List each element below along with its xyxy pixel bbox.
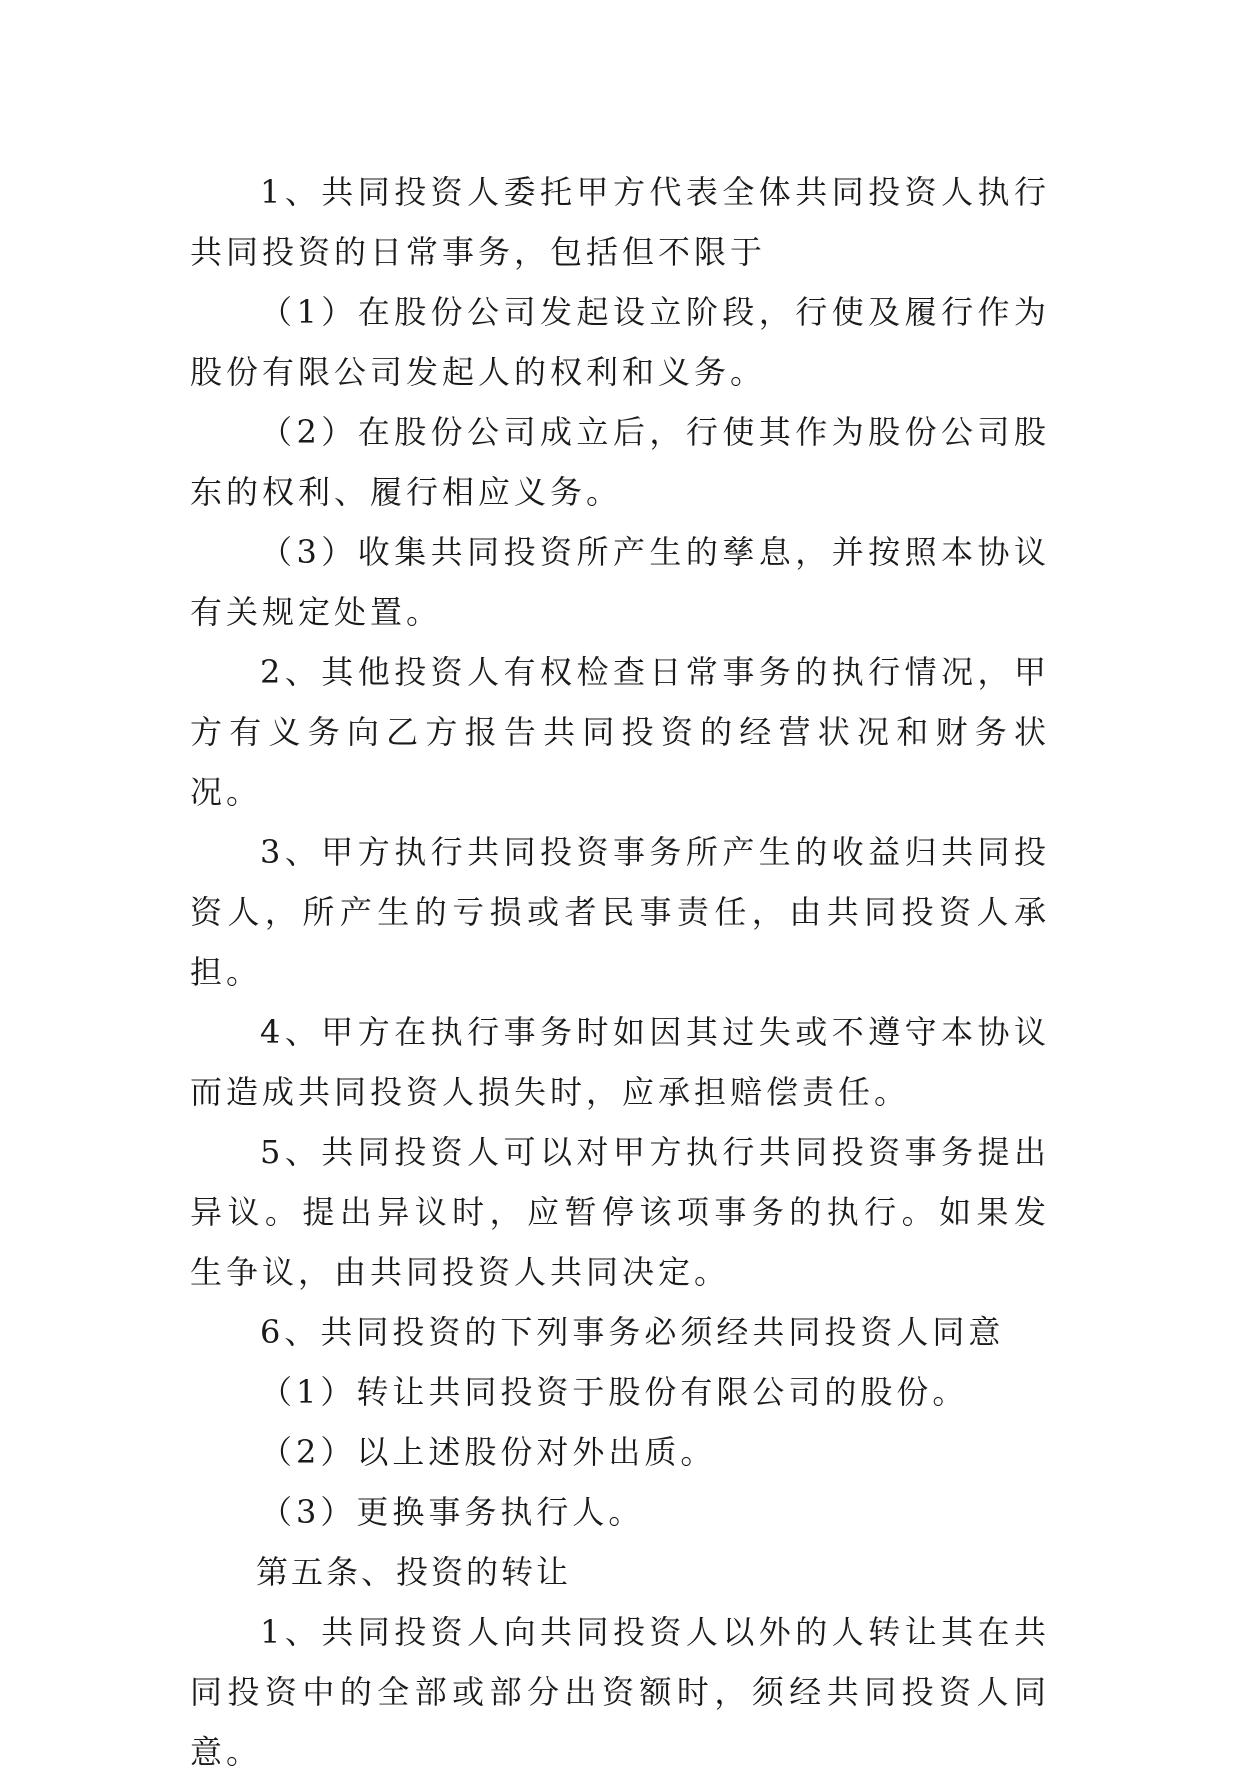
- clause-4-item-4: 4、甲方在执行事务时如因其过失或不遵守本协议而造成共同投资人损失时，应承担赔偿责任。: [190, 1013, 1050, 1111]
- clause-4-item-2: 2、其他投资人有权检查日常事务的执行情况，甲方有义务向乙方报告共同投资的经营状况和财务状况。: [190, 653, 1050, 811]
- clause-4-item-5: 5、共同投资人可以对甲方执行共同投资事务提出异议。提出异议时，应暂停该项事务的执行。如果发生争议，由共同投资人共同决定。: [190, 1133, 1050, 1291]
- clause-4-item-1-sub-2: （2）在股份公司成立后，行使其作为股份公司股东的权利、履行相应义务。: [190, 413, 1050, 511]
- article-5-item-1: 1、共同投资人向共同投资人以外的人转让其在共同投资中的全部或部分出资额时，须经共同投资人同意。: [190, 1613, 1050, 1771]
- clause-4-item-6-sub-1: （1）转让共同投资于股份有限公司的股份。: [260, 1373, 969, 1411]
- clause-4-item-6-sub-2: （2）以上述股份对外出质。: [260, 1433, 717, 1471]
- clause-4-item-1-sub-1: （1）在股份公司发起设立阶段，行使及履行作为股份有限公司发起人的权利和义务。: [190, 293, 1050, 391]
- article-5-heading: 第五条、投资的转让: [256, 1553, 572, 1591]
- clause-4-item-1-sub-3: （3）收集共同投资所产生的孳息，并按照本协议有关规定处置。: [190, 533, 1050, 631]
- clause-4-item-6: 6、共同投资的下列事务必须经共同投资人同意: [260, 1313, 1005, 1351]
- clause-4-item-1: 1、共同投资人委托甲方代表全体共同投资人执行共同投资的日常事务，包括但不限于: [190, 173, 1050, 271]
- document-body: [190, 162, 1050, 1782]
- clause-4-item-3: 3、甲方执行共同投资事务所产生的收益归共同投资人，所产生的亏损或者民事责任，由共同投资人承担。: [190, 833, 1050, 991]
- clause-4-item-6-sub-3: （3）更换事务执行人。: [260, 1493, 645, 1531]
